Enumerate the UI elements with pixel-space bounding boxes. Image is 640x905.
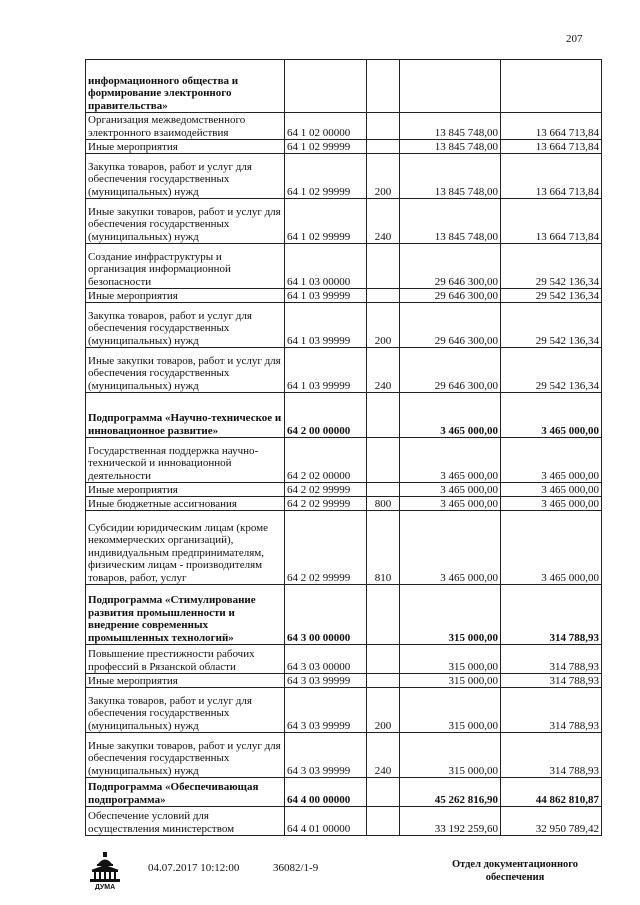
row-amount-executed-cell: 314 788,93 bbox=[501, 674, 602, 688]
table-row bbox=[86, 60, 602, 113]
row-name-cell: Государственная поддержка научно-технической и инновационной деятельности bbox=[86, 438, 285, 483]
row-amount-executed-cell: 3 465 000,00 bbox=[501, 438, 602, 483]
row-code-cell: 64 4 00 00000 bbox=[285, 778, 367, 807]
row-amount-planned-cell: 315 000,00 bbox=[400, 645, 501, 674]
table-row bbox=[86, 497, 602, 511]
row-name-cell: Иные бюджетные ассигнования bbox=[86, 497, 285, 511]
row-amount-planned-cell: 3 465 000,00 bbox=[400, 438, 501, 483]
row-expense-type-cell bbox=[367, 438, 400, 483]
row-amount-planned-cell: 3 465 000,00 bbox=[400, 483, 501, 497]
footer-department-line1: Отдел документационного bbox=[451, 859, 579, 870]
row-name-cell: Подпрограмма «Стимулирование развития промышленности и внедрение современных промышленных технологий» bbox=[86, 585, 285, 645]
row-expense-type-cell: 240 bbox=[367, 733, 400, 778]
logo-text: ДУМА bbox=[94, 884, 116, 890]
table-row bbox=[86, 511, 602, 585]
row-amount-executed-cell: 13 664 713,84 bbox=[501, 140, 602, 154]
row-amount-planned-cell: 29 646 300,00 bbox=[400, 303, 501, 348]
row-code-cell: 64 3 03 99999 bbox=[285, 733, 367, 778]
row-expense-type-cell: 240 bbox=[367, 348, 400, 393]
row-amount-planned-cell: 13 845 748,00 bbox=[400, 199, 501, 244]
row-name-cell: Иные закупки товаров, работ и услуг для обеспечения государственных (муниципальных) нужд bbox=[86, 733, 285, 778]
row-amount-planned-cell: 315 000,00 bbox=[400, 585, 501, 645]
row-name-cell: Иные мероприятия bbox=[86, 289, 285, 303]
row-expense-type-cell: 200 bbox=[367, 154, 400, 199]
row-amount-planned-cell: 29 646 300,00 bbox=[400, 289, 501, 303]
row-amount-executed-cell: 13 664 713,84 bbox=[501, 113, 602, 140]
table-row bbox=[86, 733, 602, 778]
row-expense-type-cell bbox=[367, 113, 400, 140]
row-expense-type-cell: 200 bbox=[367, 303, 400, 348]
footer-department bbox=[420, 858, 610, 884]
row-amount-executed-cell: 29 542 136,34 bbox=[501, 303, 602, 348]
row-name-cell: Иные мероприятия bbox=[86, 140, 285, 154]
footer-department-line2: обеспечения bbox=[485, 872, 545, 883]
row-code-cell: 64 4 01 00000 bbox=[285, 807, 367, 836]
row-amount-executed-cell: 29 542 136,34 bbox=[501, 244, 602, 289]
row-code-cell: 64 1 03 00000 bbox=[285, 244, 367, 289]
row-code-cell: 64 3 03 00000 bbox=[285, 645, 367, 674]
table-row bbox=[86, 199, 602, 244]
footer-document-number: 36082/1-9 bbox=[273, 862, 319, 874]
row-expense-type-cell: 800 bbox=[367, 497, 400, 511]
row-expense-type-cell: 810 bbox=[367, 511, 400, 585]
row-name-cell: Закупка товаров, работ и услуг для обеспечения государственных (муниципальных) нужд bbox=[86, 303, 285, 348]
row-name-cell: Иные мероприятия bbox=[86, 674, 285, 688]
row-name-cell: Иные закупки товаров, работ и услуг для обеспечения государственных (муниципальных) нужд bbox=[86, 348, 285, 393]
row-expense-type-cell bbox=[367, 140, 400, 154]
table-row bbox=[86, 303, 602, 348]
row-amount-planned-cell: 13 845 748,00 bbox=[400, 113, 501, 140]
table-row bbox=[86, 674, 602, 688]
row-expense-type-cell bbox=[367, 645, 400, 674]
row-name-cell: Организация межведомственного электронного взаимодействия bbox=[86, 113, 285, 140]
row-name-cell: Повышение престижности рабочих профессий в Рязанской области bbox=[86, 645, 285, 674]
table-row bbox=[86, 438, 602, 483]
row-code-cell: 64 1 03 99999 bbox=[285, 289, 367, 303]
row-code-cell: 64 2 02 99999 bbox=[285, 511, 367, 585]
row-amount-executed-cell: 3 465 000,00 bbox=[501, 393, 602, 438]
row-code-cell: 64 2 02 99999 bbox=[285, 483, 367, 497]
row-amount-planned-cell: 13 845 748,00 bbox=[400, 140, 501, 154]
row-expense-type-cell bbox=[367, 244, 400, 289]
table-row bbox=[86, 688, 602, 733]
row-amount-executed-cell: 3 465 000,00 bbox=[501, 483, 602, 497]
row-amount-planned-cell: 3 465 000,00 bbox=[400, 497, 501, 511]
row-amount-executed-cell: 314 788,93 bbox=[501, 645, 602, 674]
row-amount-executed-cell: 29 542 136,34 bbox=[501, 289, 602, 303]
row-code-cell: 64 1 02 99999 bbox=[285, 199, 367, 244]
table-row bbox=[86, 244, 602, 289]
row-amount-planned-cell: 33 192 259,60 bbox=[400, 807, 501, 836]
row-amount-planned-cell: 315 000,00 bbox=[400, 674, 501, 688]
row-amount-executed-cell: 13 664 713,84 bbox=[501, 154, 602, 199]
row-name-cell: Иные мероприятия bbox=[86, 483, 285, 497]
row-name-cell: информационного общества и формирование электронного правительства» bbox=[86, 60, 285, 113]
row-expense-type-cell bbox=[367, 289, 400, 303]
row-name-cell: Создание инфраструктуры и организация информационной безопасности bbox=[86, 244, 285, 289]
footer-timestamp: 04.07.2017 10:12:00 bbox=[148, 862, 240, 874]
row-expense-type-cell bbox=[367, 807, 400, 836]
row-code-cell bbox=[285, 60, 367, 113]
row-expense-type-cell bbox=[367, 585, 400, 645]
row-expense-type-cell bbox=[367, 778, 400, 807]
row-code-cell: 64 3 03 99999 bbox=[285, 674, 367, 688]
table-row bbox=[86, 807, 602, 836]
row-name-cell: Иные закупки товаров, работ и услуг для обеспечения государственных (муниципальных) нужд bbox=[86, 199, 285, 244]
row-amount-planned-cell bbox=[400, 60, 501, 113]
row-code-cell: 64 2 02 00000 bbox=[285, 438, 367, 483]
row-name-cell: Обеспечение условий для осуществления министерством bbox=[86, 807, 285, 836]
row-name-cell: Подпрограмма «Научно-техническое и инновационное развитие» bbox=[86, 393, 285, 438]
row-code-cell: 64 2 02 99999 bbox=[285, 497, 367, 511]
row-expense-type-cell bbox=[367, 483, 400, 497]
row-code-cell: 64 1 03 99999 bbox=[285, 303, 367, 348]
row-amount-executed-cell: 13 664 713,84 bbox=[501, 199, 602, 244]
row-amount-planned-cell: 3 465 000,00 bbox=[400, 393, 501, 438]
row-amount-planned-cell: 315 000,00 bbox=[400, 688, 501, 733]
table-row bbox=[86, 645, 602, 674]
row-expense-type-cell bbox=[367, 674, 400, 688]
table-row bbox=[86, 289, 602, 303]
table-row bbox=[86, 113, 602, 140]
row-name-cell: Субсидии юридическим лицам (кроме некоммерческих организаций), индивидуальным предпринимателям, физическим лицам - производителям товаров, работ, услуг bbox=[86, 511, 285, 585]
table-row bbox=[86, 348, 602, 393]
row-expense-type-cell bbox=[367, 60, 400, 113]
row-name-cell: Подпрограмма «Обеспечивающая подпрограмма» bbox=[86, 778, 285, 807]
row-name-cell: Закупка товаров, работ и услуг для обеспечения государственных (муниципальных) нужд bbox=[86, 154, 285, 199]
row-code-cell: 64 2 00 00000 bbox=[285, 393, 367, 438]
table-row bbox=[86, 154, 602, 199]
row-amount-executed-cell: 3 465 000,00 bbox=[501, 497, 602, 511]
row-amount-executed-cell: 314 788,93 bbox=[501, 688, 602, 733]
row-name-cell: Закупка товаров, работ и услуг для обеспечения государственных (муниципальных) нужд bbox=[86, 688, 285, 733]
row-amount-planned-cell: 45 262 816,90 bbox=[400, 778, 501, 807]
row-amount-planned-cell: 29 646 300,00 bbox=[400, 244, 501, 289]
row-expense-type-cell: 200 bbox=[367, 688, 400, 733]
row-amount-executed-cell: 314 788,93 bbox=[501, 585, 602, 645]
row-amount-executed-cell: 44 862 810,87 bbox=[501, 778, 602, 807]
table-row bbox=[86, 585, 602, 645]
row-code-cell: 64 3 03 99999 bbox=[285, 688, 367, 733]
page-number: 207 bbox=[566, 33, 583, 45]
row-amount-planned-cell: 3 465 000,00 bbox=[400, 511, 501, 585]
row-amount-executed-cell: 314 788,93 bbox=[501, 733, 602, 778]
row-expense-type-cell: 240 bbox=[367, 199, 400, 244]
table-row bbox=[86, 778, 602, 807]
row-code-cell: 64 1 03 99999 bbox=[285, 348, 367, 393]
row-amount-executed-cell: 29 542 136,34 bbox=[501, 348, 602, 393]
row-amount-executed-cell bbox=[501, 60, 602, 113]
row-code-cell: 64 1 02 00000 bbox=[285, 113, 367, 140]
row-amount-executed-cell: 3 465 000,00 bbox=[501, 511, 602, 585]
budget-table bbox=[85, 59, 602, 836]
row-amount-planned-cell: 29 646 300,00 bbox=[400, 348, 501, 393]
row-amount-executed-cell: 32 950 789,42 bbox=[501, 807, 602, 836]
row-amount-planned-cell: 13 845 748,00 bbox=[400, 154, 501, 199]
row-code-cell: 64 1 02 99999 bbox=[285, 140, 367, 154]
table-row bbox=[86, 393, 602, 438]
row-amount-planned-cell: 315 000,00 bbox=[400, 733, 501, 778]
duma-building-logo-icon bbox=[88, 852, 122, 890]
table-row bbox=[86, 483, 602, 497]
budget-table-body bbox=[86, 60, 602, 836]
row-code-cell: 64 3 00 00000 bbox=[285, 585, 367, 645]
table-row bbox=[86, 140, 602, 154]
row-expense-type-cell bbox=[367, 393, 400, 438]
row-code-cell: 64 1 02 99999 bbox=[285, 154, 367, 199]
